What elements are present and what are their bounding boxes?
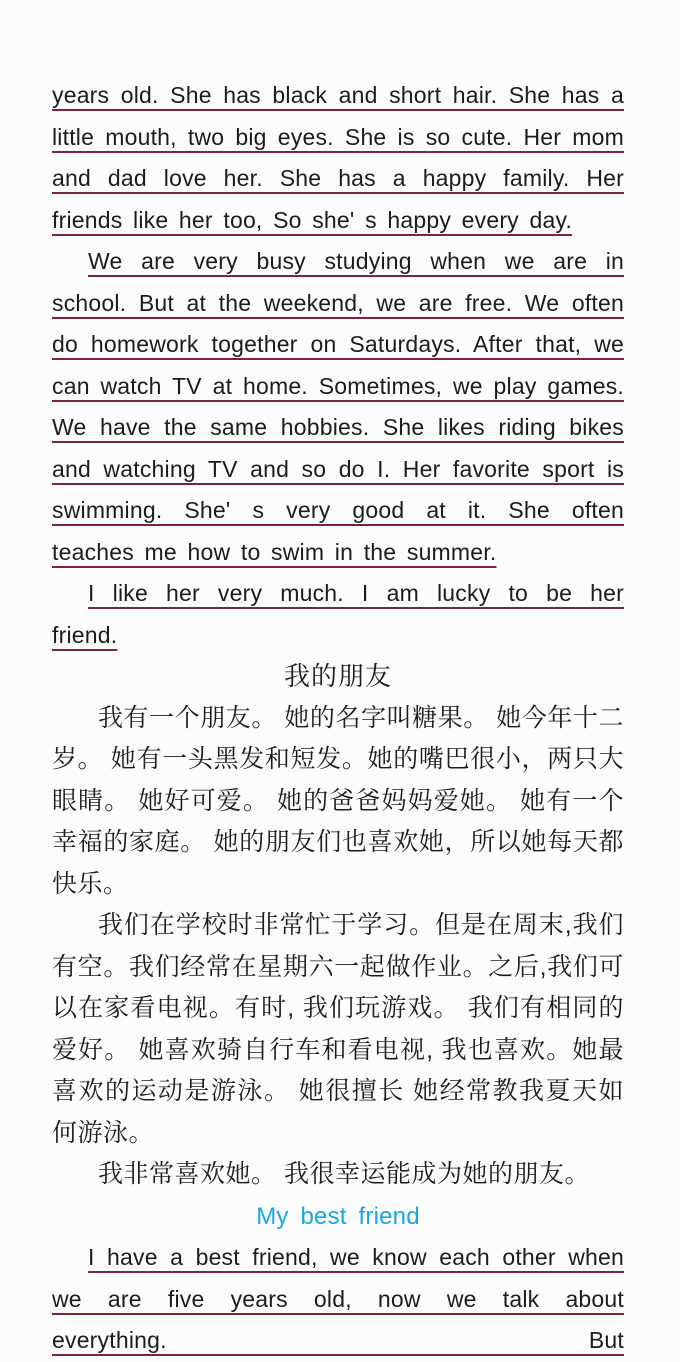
english-paragraph-3: I like her very much. I am lucky to be her friend. bbox=[52, 580, 624, 648]
chinese-paragraph-3: 我非常喜欢她。 我很幸运能成为她的朋友。 bbox=[98, 1160, 590, 1188]
english-paragraph-2: We are very busy studying when we are in school. But at the weekend, we are free. We often do homework together on Saturdays. After that, we can watch TV at home. Sometimes, we play games. We have the same hobbies. She likes riding bikes and watching TV and so do I. Her favorite sport is swimming. She' s very good at it. She often teaches me how to swim in the summer. bbox=[52, 248, 624, 565]
english-paragraph-1: years old. She has black and short hair. She has a little mouth, two big eyes. She is so cute. Her mom and dad love her. She has a happy family. Her friends like her too, So she' s happy every day. bbox=[52, 82, 624, 233]
english-paragraph-4: I have a best friend, we know each other when we are five years old, now we talk about everything. But bbox=[52, 1244, 624, 1353]
english-subtitle: My best friend bbox=[256, 1202, 420, 1230]
chinese-paragraph-1: 我有一个朋友。 她的名字叫糖果。 她今年十二岁。 她有一头黑发和短发。她的嘴巴很小，两只大眼睛。 她好可爱。 她的爸爸妈妈爱她。 她有一个幸福的家庭。 她的朋友们也喜欢她，所以她每天都快乐。 bbox=[52, 703, 624, 898]
chinese-title: 我的朋友 bbox=[283, 661, 392, 691]
chinese-paragraph-2: 我们在学校时非常忙于学习。但是在周末,我们有空。我们经常在星期六一起做作业。之后,我们可以在家看电视。有时, 我们玩游戏。 我们有相同的爱好。 她喜欢骑自行车和看电视, 我也喜欢。她最喜欢的运动是游泳。 她很擅长 她经常教我夏天如何游泳。 bbox=[52, 911, 624, 1147]
